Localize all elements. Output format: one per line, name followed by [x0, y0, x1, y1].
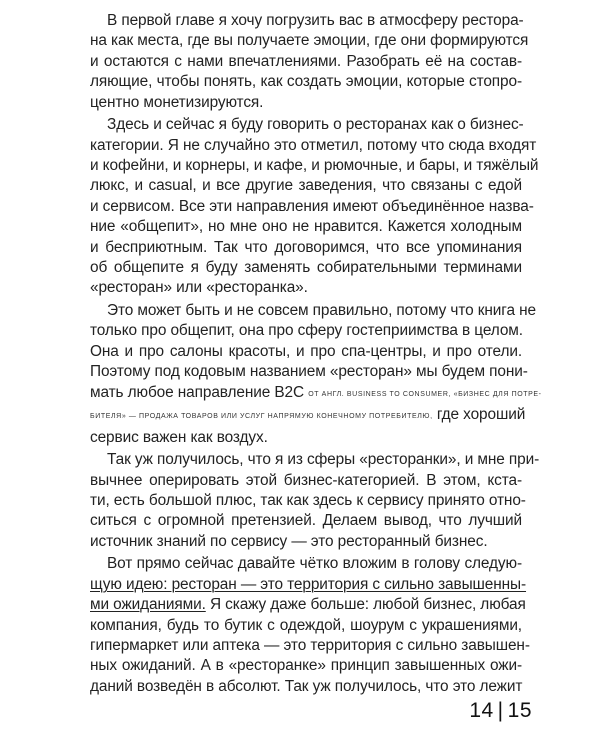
text-line: вычнее оперировать этой бизнес-категорией. В этом, кста- — [90, 471, 522, 489]
text-line: компания, будь то бутик с одеждой, шоурум с украшениями, — [90, 616, 522, 634]
text-line: и сервисом. Все эти направления имеют объединённое назва- — [90, 197, 534, 215]
paragraph-3 — [90, 301, 542, 448]
text-line: Она и про салоны красоты, и про спа-центры, и про отели. — [90, 342, 522, 360]
text-line: категории. Я не случайно это отметил, потому что сюда входят — [90, 136, 537, 154]
text-line-with-note — [90, 383, 542, 405]
page-number-right: 15 — [507, 699, 532, 722]
paragraph-4 — [90, 450, 540, 552]
page-number-left: 14 — [469, 699, 494, 722]
text-fragment: где хороший — [436, 406, 526, 424]
body-text — [90, 11, 542, 699]
paragraph-5 — [90, 554, 530, 697]
text-line-with-note — [90, 405, 526, 427]
text-line: Это может быть и не совсем правильно, потому что книга не — [107, 302, 536, 320]
text-line: Так уж получилось, что я из сферы «ресторанки», и мне при- — [107, 451, 540, 469]
text-line — [90, 595, 526, 615]
underlined-text: щую идею: ресторан — это территория с сильно завышенны- — [90, 575, 527, 593]
paragraph-1 — [90, 11, 529, 113]
text-line: ти, есть большой плюс, так как здесь к сервису принято отно- — [90, 491, 526, 509]
text-line: центно монетизируются. — [90, 93, 264, 111]
text-line: на как места, где вы получаете эмоции, где они формируются — [90, 32, 529, 50]
text-line: Вот прямо сейчас давайте чётко вложим в голову следую- — [107, 555, 522, 573]
text-line: ние «общепит», но мне оно не нравится. Кажется холодным — [90, 218, 522, 236]
text-line: и остаются с нами впечатлениями. Разобрать её на состав- — [90, 52, 522, 70]
underlined-text: ми ожиданиями. — [90, 596, 206, 614]
text-line: люкс, и casual, и все другие заведения, что связаны с едой — [90, 177, 522, 195]
text-line: источник знаний по сервису — это ресторанный бизнес. — [90, 532, 488, 550]
text-fragment: мать любое направление B2C — [90, 383, 305, 401]
text-line: об общепите я буду заменять собирательными терминами — [90, 259, 522, 277]
text-line: «ресторан» или «ресторанка». — [90, 279, 308, 297]
text-fragment: Я скажу даже больше: любой бизнес, любая — [205, 596, 526, 614]
text-line-underlined — [90, 575, 527, 595]
paragraph-2 — [90, 115, 539, 299]
text-line: ных ожиданий. А в «ресторанке» принцип завышенных ожи- — [90, 657, 522, 675]
text-line: ляющие, чтобы понять, как создать эмоции, которые стопро- — [90, 73, 522, 91]
text-line: Здесь и сейчас я буду говорить о ресторанах как о бизнес- — [107, 116, 524, 134]
text-line: В первой главе я хочу погрузить вас в атмосферу рестора- — [107, 12, 524, 29]
text-line: сервис важен как воздух. — [90, 428, 268, 446]
text-line: только про общепит, она про сферу гостеприимства в целом. — [90, 322, 523, 340]
text-line: и бесприютным. Так что договоримся, что все упоминания — [90, 238, 522, 256]
text-line: Поэтому под кодовым названием «ресторан» мы будем пони- — [90, 363, 528, 381]
text-line: ситься с огромной претензией. Делаем вывод, что лучший — [90, 512, 522, 530]
page-number-separator: | — [497, 699, 504, 722]
text-line: и кофейни, и корнеры, и кафе, и рюмочные, и бары, и тяжёлый — [90, 157, 539, 175]
text-line: гипермаркет или аптека — это территория с сильно завышен- — [90, 636, 530, 654]
footnote-text: ОТ АНГЛ. BUSINESS TO CONSUMER, «БИЗНЕС ДЛЯ ПОТРЕ- — [308, 390, 542, 398]
page-number — [469, 699, 532, 723]
text-line: даний возведён в абсолют. Так уж получилось, что это лежит — [90, 677, 523, 695]
footnote-text: БИТЕЛЯ» — ПРОДАЖА ТОВАРОВ ИЛИ УСЛУГ НАПРЯМУЮ КОНЕЧНОМУ ПОТРЕБИТЕЛЮ, — [90, 413, 433, 421]
